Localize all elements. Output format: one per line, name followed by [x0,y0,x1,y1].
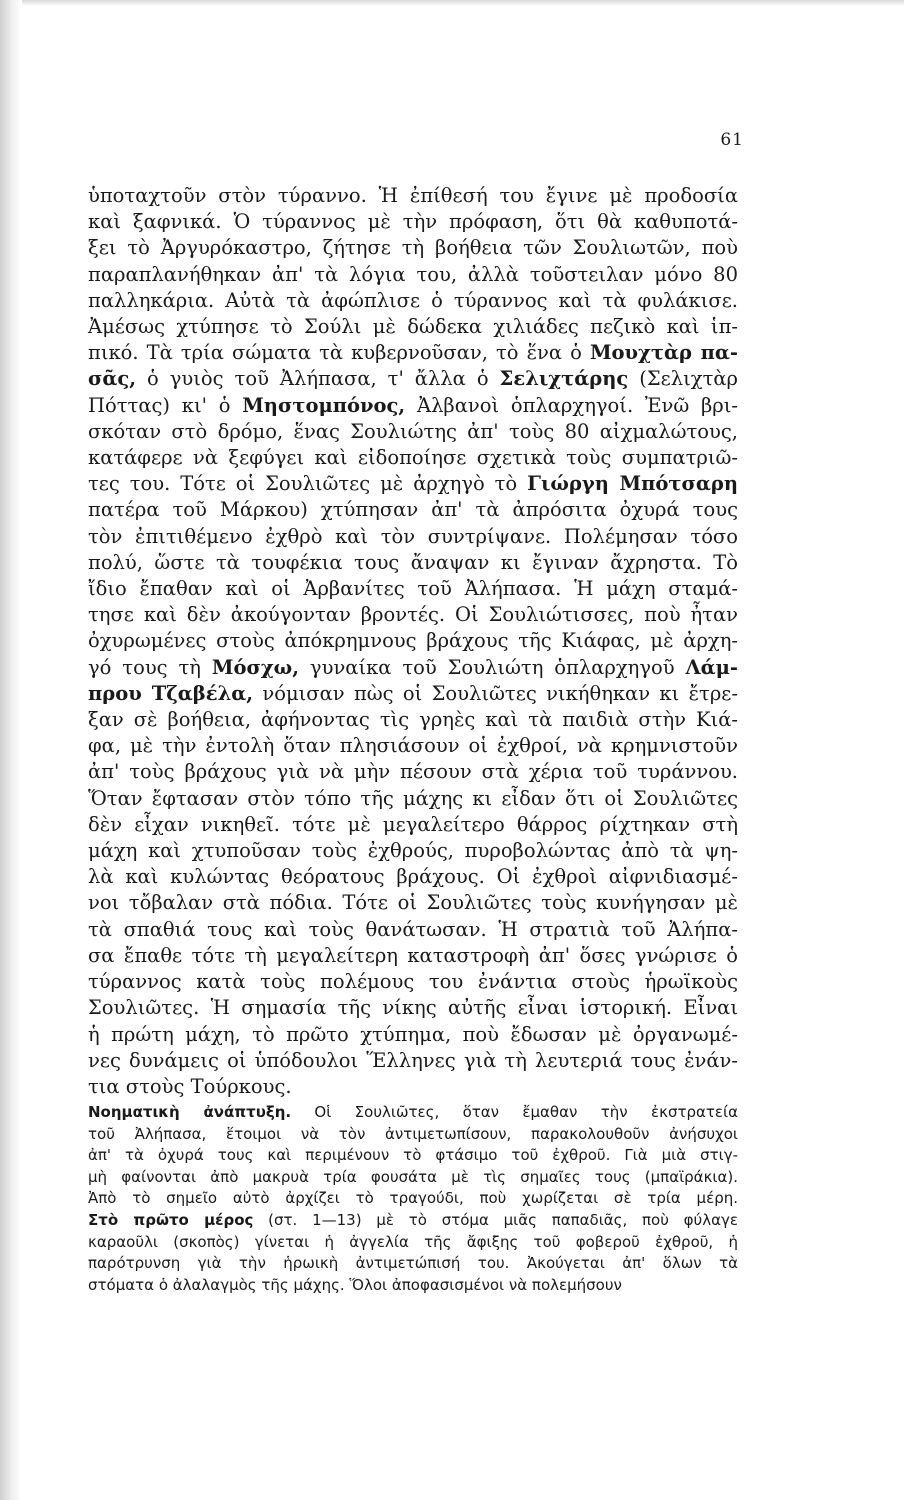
text-run: ξαν σὲ βοήθεια, ἀφήνοντας τὶς γρηὲς καὶ τὰ παιδιὰ στὴν Κιά- [88,708,738,732]
body-line [88,681,738,707]
text-run: ὑποταχτοῦν στὸν τύραννο. Ἡ ἐπίθεσή του ἔγινε μὲ προδοσία [88,184,738,207]
text-run: τὰ σπαθιά τους καὶ τοὺς θανάτωσαν. Ἡ στρατιὰ τοῦ Ἀλήπα- [88,917,738,941]
body-line [88,314,738,340]
bold-term: Γιώργη Μπότσαρη [527,472,739,496]
text-run: Πόττας) κι' ὁ [88,393,243,417]
text-run: τησε καὶ δὲν ἀκούγονταν βροντές. Οἱ Σουλιώτισσες, ποὺ ἦταν [88,603,738,627]
text-run: τύραννος κατὰ τοὺς πολέμους του ἐνάντια στοὺς ἡρωϊκοὺς [88,970,738,994]
body-line [88,393,738,419]
bold-term: Νοηματικὴ ἀνάπτυξη. [88,1103,292,1121]
body-line [88,733,738,759]
body-line [88,890,738,916]
body-line [88,786,738,812]
body-line [88,419,738,445]
note-line [88,1124,738,1146]
page-binding-shadow [0,0,22,1500]
text-run: παραπλανήθηκαν ἀπ' τὰ λόγια του, ἀλλὰ τοῦστειλαν μόνο 80 [88,262,738,286]
text-run: (στ. 1—13) μὲ τὸ στόμα μιᾶς παπαδιᾶς, ποὺ φύλαγε [253,1210,738,1229]
body-line [88,183,738,209]
body-line [88,262,738,288]
note-line [88,1167,738,1189]
body-line [88,235,738,261]
text-run: πικό. Τὰ τρία σώματα τὰ κυβερνοῦσαν, τὸ ἕνα ὁ [88,341,590,365]
body-line [88,288,738,314]
body-line [88,628,738,654]
body-line [88,812,738,838]
body-line [88,550,738,576]
note-line [88,1275,738,1297]
text-run: νες δυνάμεις οἱ ὑπόδουλοι Ἕλληνες γιὰ τὴ λευτεριά τους ἐνάν- [88,1048,738,1072]
text-run: κατάφερε νὰ ξεφύγει καὶ εἰδοποίησε σχετικὰ τοὺς συμπατριῶ- [88,446,738,470]
body-line [88,943,738,969]
body-line [88,524,738,550]
text-run: λὰ καὶ κυλώντας θεόρατους βράχους. Οἱ ἐχθροὶ αἰφνιδιασμέ- [88,865,738,889]
text-run: φα, μὲ τὴν ἐντολὴ ὅταν πλησιάσουν οἱ ἐχθροί, νὰ κρημνιστοῦν [88,734,738,758]
text-run: Ἀπὸ τὸ σημεῖο αὐτὸ ἀρχίζει τὸ τραγούδι, ποὺ χωρίζεται σὲ τρία μέρη. [88,1189,738,1208]
text-run: πατέρα τοῦ Μάρκου) χτύπησαν ἀπ' τὰ ἀπρόσιτα ὀχυρά τους [88,498,738,522]
body-line [88,602,738,628]
bold-term: Σελιχτάρης [499,367,629,391]
body-line [88,655,738,681]
text-run: Οἱ Σουλιῶτες, ὅταν ἔμαθαν τὴν ἐκστρατεία [291,1103,738,1121]
text-run: Σουλιῶτες. Ἡ σημασία τῆς νίκης αὐτῆς εἶναι ἱστορική. Εἶναι [88,996,738,1020]
body-line [88,471,738,497]
body-line [88,838,738,864]
text-run: ἴδιο ἔπαθαν καὶ οἱ Ἀρβανίτες τοῦ Ἀλήπασα. Ἡ μάχη σταμά- [88,577,738,601]
text-run: σα ἔπαθε τότε τὴ μεγαλείτερη καταστροφὴ ἀπ' ὅσες γνώρισε ὁ [88,943,738,967]
body-line [88,1022,738,1048]
text-run: ἡ πρώτη μάχη, τὸ πρῶτο χτύπημα, ποὺ ἔδωσαν μὲ ὀργανωμέ- [88,1022,738,1046]
text-run: στόματα ὁ ἀλαλαγμὸς τῆς μάχης. Ὅλοι ἀποφασισμένοι νὰ πολεμήσουν [88,1275,622,1294]
main-body-text [88,183,738,1100]
text-run: σκόταν στὸ δρόμο, ἕνας Σουλιώτης ἀπ' τοὺς 80 αἰχμαλώτους, [88,419,738,443]
text-run: τοῦ Ἀλήπασα, ἕτοιμοι νὰ τὸν ἀντιμετωπίσουν, παρακολουθοῦν ἀνήσυχοι [88,1124,738,1143]
text-run: μὴ φαίνονται ἀπὸ μακρυὰ τρία φουσάτα μὲ τὶς σημαῖες τους (μπαϊράκια). [88,1167,738,1186]
text-run: καραοῦλι (σκοπὸς) γίνεται ἡ ἀγγελία τῆς ἄφιξης τοῦ φοβεροῦ ἐχθροῦ, ἡ [88,1232,738,1251]
body-line [88,576,738,602]
text-run: Ὅταν ἔφτασαν στὸν τόπο τῆς μάχης κι εἶδαν ὅτι οἱ Σουλιῶτες [88,786,738,810]
text-run: τια στοὺς Τούρκους. [88,1074,292,1098]
note-line [88,1145,738,1167]
text-run: Ἀλβανοὶ ὁπλαρχηγοί. Ἐνῶ βρι- [405,393,738,417]
body-line [88,1074,738,1100]
text-run: ὁ γυιὸς τοῦ Ἀλήπασα, τ' ἄλλα ὁ [136,367,500,391]
note-line [88,1210,738,1232]
text-run: ὀχυρωμένες στοὺς ἀπόκρημνους βράχους τῆς Κιάφας, μὲ ἀρχη- [88,629,738,653]
note-line [88,1253,738,1275]
text-run: ξει τὸ Ἀργυρόκαστρο, ζήτησε τὴ βοήθεια τῶν Σουλιωτῶν, ποὺ [88,236,738,260]
body-line [88,209,738,235]
bold-term: πρου Τζαβέλα, [88,681,254,705]
page-top-shadow [0,0,904,6]
bold-term: Λάμ- [685,655,739,679]
body-line [88,366,738,392]
bold-term: Στὸ πρῶτο μέρος [88,1210,254,1229]
text-run: μάχη καὶ χτυποῦσαν τοὺς ἐχθρούς, πυροβολώντας ἀπὸ τὰ ψη- [88,839,738,863]
body-line [88,864,738,890]
bold-term: Μόσχω, [211,655,300,679]
bold-term: Μηστομπόνος, [242,393,406,417]
body-line [88,707,738,733]
text-run: πολύ, ὥστε τὰ τουφέκια τους ἄναψαν κι ἔγιναν ἄχρηστα. Τὸ [88,550,738,574]
text-run: ἀπ' τὰ ὀχυρά τους καὶ περιμένουν τὸ φτάσιμο τοῦ ἐχθροῦ. Γιὰ μιὰ στιγ- [88,1146,738,1165]
body-line [88,759,738,785]
text-run: τὸν ἐπιτιθέμενο ἐχθρὸ καὶ τὸν συντρίψανε. Πολέμησαν τόσο [88,524,738,548]
body-line [88,1048,738,1074]
body-line [88,969,738,995]
text-run: τες του. Τότε οἱ Σουλιῶτες μὲ ἀρχηγὸ τὸ [88,472,528,496]
text-run: παρότρυνση γιὰ τὴν ἡρωικὴ ἀντιμετώπισή του. Ἀκούγεται ἀπ' ὅλων τὰ [88,1254,738,1273]
text-run: Ἀμέσως χτύπησε τὸ Σούλι μὲ δώδεκα χιλιάδες πεζικὸ καὶ ἱπ- [88,315,738,339]
body-line [88,445,738,471]
text-run: (Σελιχτὰρ [628,367,738,391]
bold-term: σᾶς, [88,367,137,391]
text-run: νόμισαν πὼς οἱ Σουλιῶτες νικήθηκαν κι ἔτρε- [253,681,738,705]
note-line [88,1232,738,1254]
note-line [88,1188,738,1210]
text-run: γυναίκα τοῦ Σουλιώτη ὁπλαρχηγοῦ [299,655,686,679]
text-run: ἀπ' τοὺς βράχους γιὰ νὰ μὴν πέσουν στὰ χέρια τοῦ τυράννου. [88,760,738,784]
text-run: γό τους τὴ [88,655,212,679]
body-line [88,497,738,523]
semantic-development-note [88,1102,738,1296]
note-line [88,1102,738,1124]
bold-term: Μουχτὰρ πα- [589,341,738,365]
text-run: καὶ ξαφνικά. Ὁ τύραννος μὲ τὴν πρόφαση, ὅτι θὰ καθυποτά- [88,210,738,234]
page-number: 61 [720,130,744,150]
body-line [88,340,738,366]
text-run: νοι τὄβαλαν στὰ πόδια. Τότε οἱ Σουλιῶτες τοὺς κυνήγησαν μὲ [88,891,738,915]
body-line [88,917,738,943]
body-line [88,995,738,1021]
text-run: παλληκάρια. Αὐτὰ τὰ ἀφώπλισε ὁ τύραννος καὶ τὰ φυλάκισε. [88,288,738,312]
text-run: δὲν εἶχαν νικηθεῖ. τότε μὲ μεγαλείτερο θάρρος ρίχτηκαν στὴ [88,812,738,836]
